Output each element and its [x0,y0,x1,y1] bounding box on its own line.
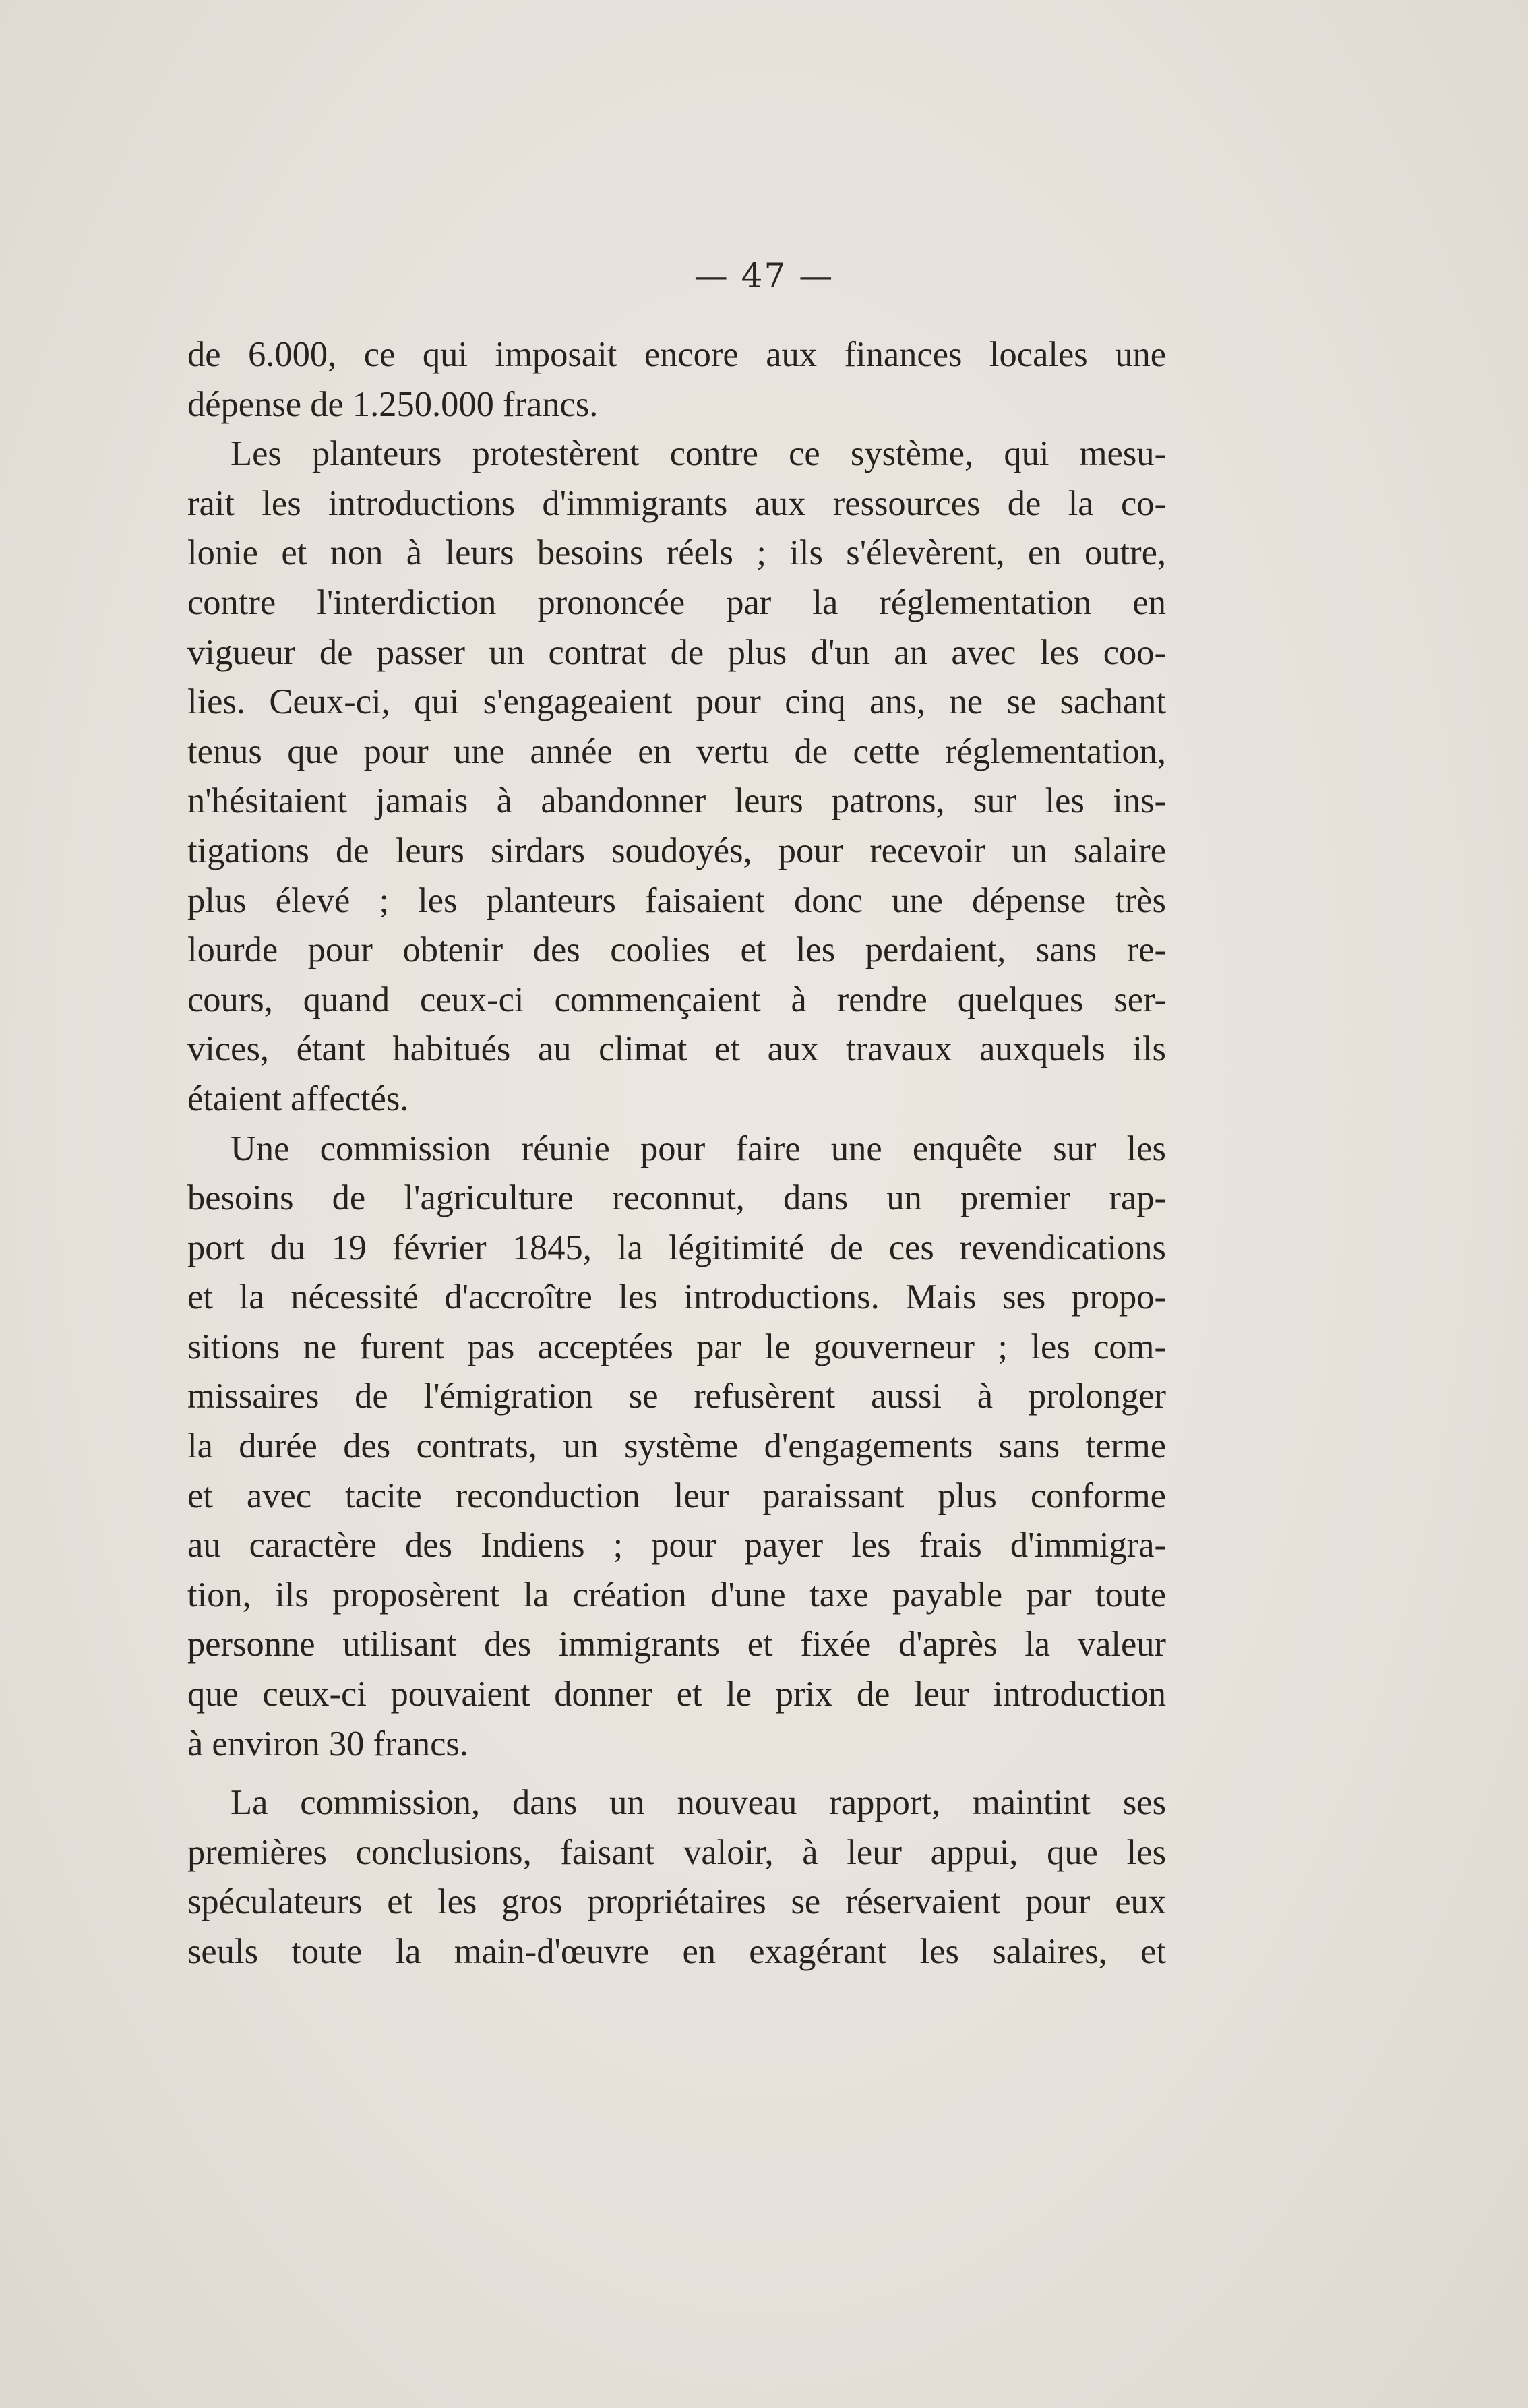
text-line: plus élevé ; les planteurs faisaient donc une dépense très [187,880,1166,920]
text-line: Les planteurs protestèrent contre ce système, qui mesu- [231,434,1166,474]
text-line: dépense de 1.250.000 francs. [187,384,599,424]
text-line: rait les introductions d'immigrants aux ressources de la co- [187,483,1166,523]
page-number: — 47 — [694,256,834,295]
text-line: tion, ils proposèrent la création d'une taxe payable par toute [187,1575,1166,1615]
text-line: port du 19 février 1845, la légitimité de ces revendications [187,1228,1166,1267]
paragraph-2 [187,429,1166,1124]
text-line: contre l'interdiction prononcée par la réglementation en [187,582,1166,622]
text-line: vices, étant habitués au climat et aux travaux auxquels ils [187,1029,1166,1069]
text-line: au caractère des Indiens ; pour payer les frais d'immigra- [187,1526,1166,1565]
text-line: La commission, dans un nouveau rapport, maintint ses [231,1783,1166,1823]
text-line: n'hésitaient jamais à abandonner leurs patrons, sur les ins- [187,781,1166,821]
text-line: lonie et non à leurs besoins réels ; ils s'élevèrent, en outre, [187,533,1166,573]
text-line: étaient affectés. [187,1079,409,1118]
text-line: et la nécessité d'accroître les introductions. Mais ses propo- [187,1277,1166,1317]
text-line: à environ 30 francs. [187,1724,468,1764]
text-line: cours, quand ceux-ci commençaient à rendre quelques ser- [187,980,1166,1019]
text-line: vigueur de passer un contrat de plus d'un an avec les coo- [187,632,1166,672]
paragraph-1 [187,330,1166,429]
text-line: Une commission réunie pour faire une enquête sur les [231,1128,1166,1168]
text-line: tenus que pour une année en vertu de cette réglementation, [187,731,1166,771]
text-line: et avec tacite reconduction leur paraissant plus conforme [187,1476,1166,1515]
text-line: seuls toute la main-d'œuvre en exagérant les salaires, et [187,1932,1166,1971]
text-line: premières conclusions, faisant valoir, à leur appui, que les [187,1832,1166,1872]
text-line: spéculateurs et les gros propriétaires se réservaient pour eux [187,1882,1166,1922]
text-line: besoins de l'agriculture reconnut, dans un premier rap- [187,1178,1166,1218]
body-text [187,330,1166,1977]
text-line: tigations de leurs sirdars soudoyés, pour recevoir un salaire [187,831,1166,870]
text-line: la durée des contrats, un système d'engagements sans terme [187,1426,1166,1466]
text-line: lies. Ceux-ci, qui s'engageaient pour cinq ans, ne se sachant [187,682,1166,722]
text-line: sitions ne furent pas acceptées par le gouverneur ; les com- [187,1327,1166,1366]
text-line: de 6.000, ce qui imposait encore aux finances locales une [187,335,1166,374]
text-line: missaires de l'émigration se refusèrent aussi à prolonger [187,1377,1166,1416]
text-line: lourde pour obtenir des coolies et les perdaient, sans re- [187,930,1166,970]
text-line: personne utilisant des immigrants et fixée d'après la valeur [187,1625,1166,1664]
paragraph-3 [187,1124,1166,1770]
text-line: que ceux-ci pouvaient donner et le prix de leur introduction [187,1675,1166,1714]
paragraph-4 [187,1778,1166,1977]
